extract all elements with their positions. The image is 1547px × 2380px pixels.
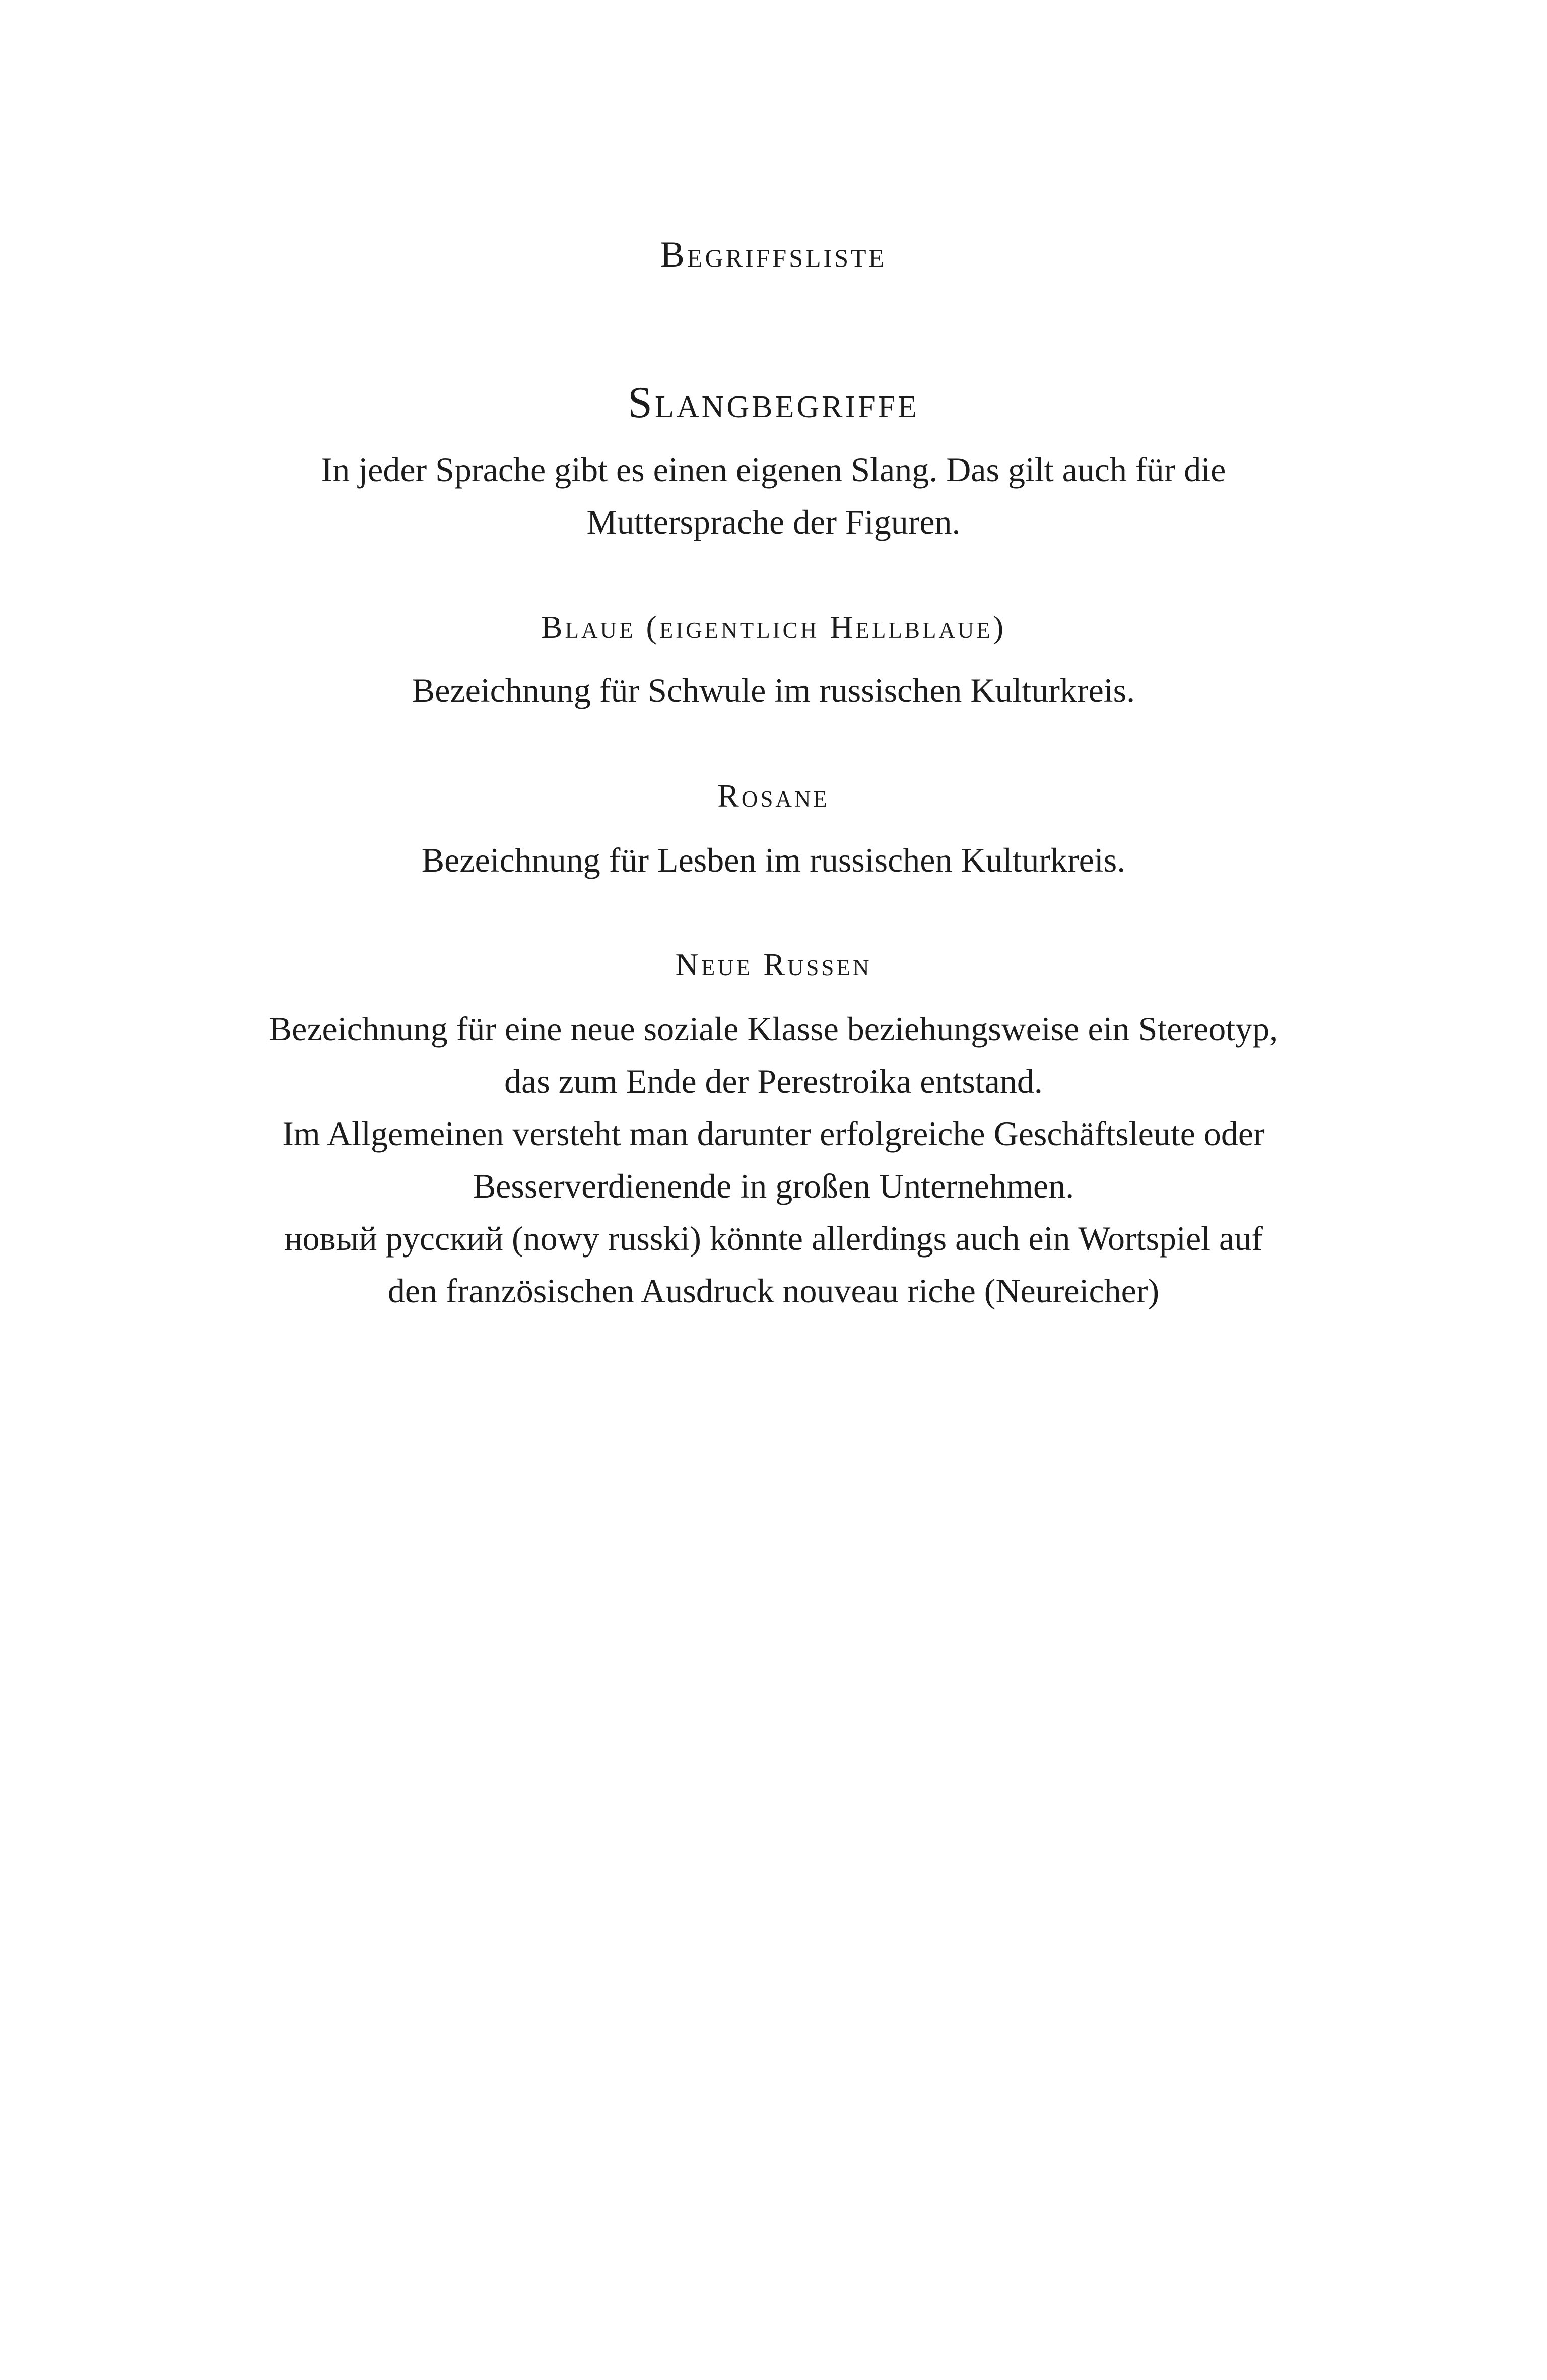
definition-line: Besserverdienende in großen Unternehmen.: [473, 1167, 1074, 1205]
intro-line: In jeder Sprache gibt es einen eigenen Slang. Das gilt auch für die: [321, 450, 1226, 489]
glossary-term: Neue Russen: [675, 947, 872, 982]
definition-line: Bezeichnung für eine neue soziale Klasse beziehungsweise ein Stereotyp,: [268, 1010, 1279, 1048]
definition-line: Bezeichnung für Lesben im russischen Kulturkreis.: [421, 841, 1126, 879]
glossary-term: Blaue (eigentlich Hellblaue): [541, 609, 1006, 645]
section-title: Slangbegriffe: [628, 378, 919, 427]
glossary-definition: [0, 664, 1547, 716]
definition-line: das zum Ende der Perestroika entstand.: [504, 1062, 1043, 1100]
glossary-definition: [0, 834, 1547, 886]
section-intro: [0, 443, 1547, 548]
intro-line: Muttersprache der Figuren.: [586, 503, 961, 541]
definition-line: Im Allgemeinen versteht man darunter erfolgreiche Geschäftsleute oder: [282, 1114, 1265, 1153]
glossary-term: Rosane: [717, 778, 830, 814]
definition-line: den französischen Ausdruck nouveau riche (Neureicher): [387, 1272, 1160, 1310]
definition-line: новый русский (nowy russki) könnte allerdings auch ein Wortspiel auf: [284, 1219, 1263, 1258]
running-head: Begriffsliste: [660, 234, 887, 275]
glossary-definition: [0, 1003, 1547, 1317]
definition-line: Bezeichnung für Schwule im russischen Kulturkreis.: [412, 671, 1135, 709]
